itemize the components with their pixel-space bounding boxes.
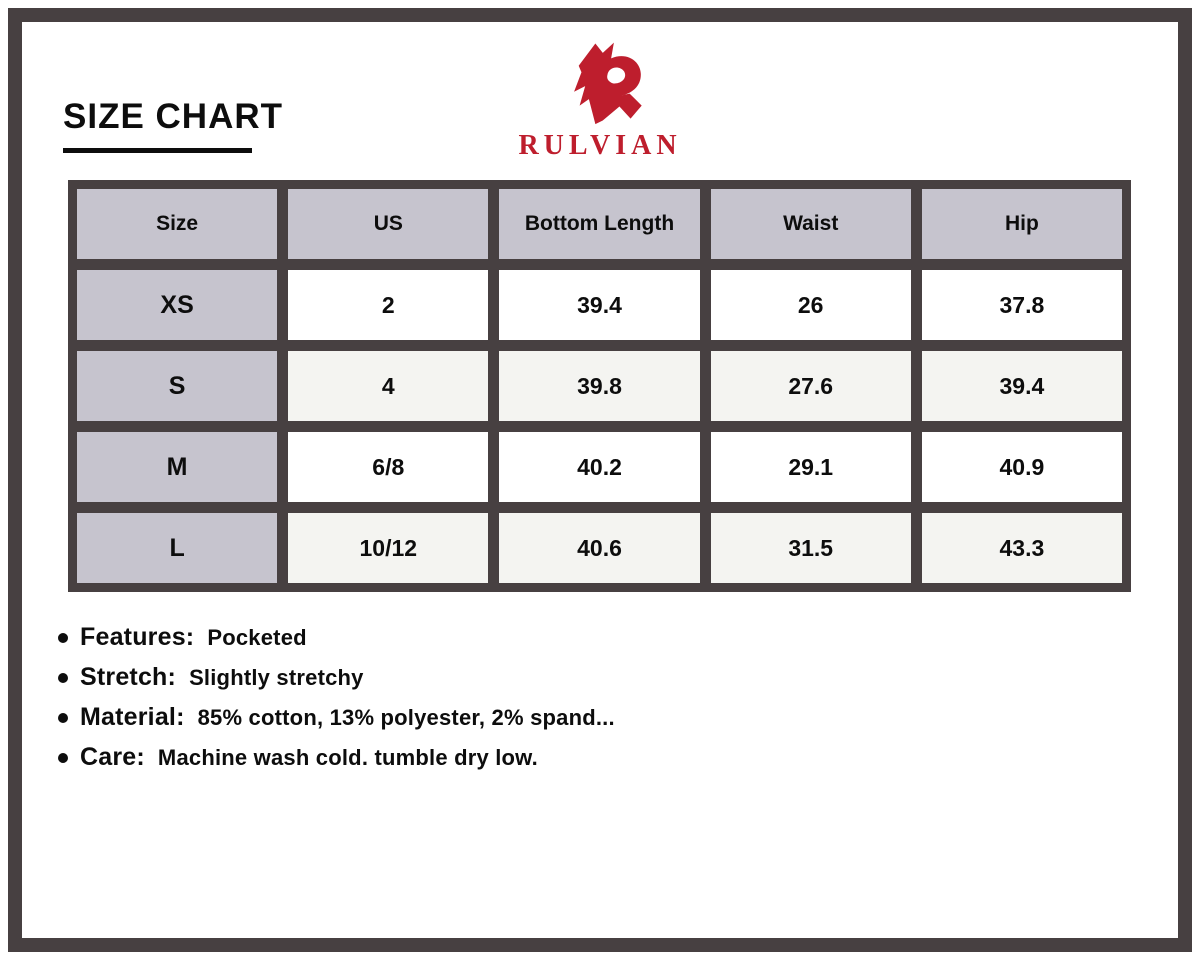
rulvian-logo-icon: [547, 38, 653, 126]
detail-value: Pocketed: [207, 624, 307, 650]
data-cell: 10/12: [288, 513, 488, 583]
data-cell: 43.3: [922, 513, 1122, 583]
data-cell: 40.2: [499, 432, 699, 502]
detail-value: Machine wash cold. tumble dry low.: [157, 744, 538, 770]
data-cell: 39.4: [922, 351, 1122, 421]
product-details-list: [58, 624, 615, 784]
size-cell: XS: [77, 270, 277, 340]
bullet-dot-icon: [58, 633, 68, 643]
brand-logo: [0, 38, 1200, 162]
header-cell-bottom-length: Bottom Length: [499, 189, 699, 259]
detail-value: 85% cotton, 13% polyester, 2% spand...: [197, 704, 615, 730]
brand-name: RULVIAN: [518, 130, 682, 161]
data-cell: 39.8: [499, 351, 699, 421]
size-chart-table: [68, 180, 1131, 592]
header-cell-waist: Waist: [711, 189, 911, 259]
detail-label: Care:: [80, 743, 145, 771]
data-cell: 27.6: [711, 351, 911, 421]
header-cell-size: Size: [77, 189, 277, 259]
header-cell-us: US: [288, 189, 488, 259]
data-cell: 26: [711, 270, 911, 340]
size-cell: L: [77, 513, 277, 583]
header-cell-hip: Hip: [922, 189, 1122, 259]
bullet-dot-icon: [58, 673, 68, 683]
detail-label: Material:: [80, 703, 185, 731]
detail-label: Features:: [80, 623, 195, 651]
list-item: [58, 744, 615, 771]
list-item: [58, 624, 615, 651]
size-cell: M: [77, 432, 277, 502]
page-title: SIZE CHART: [63, 97, 283, 136]
data-cell: 40.6: [499, 513, 699, 583]
data-cell: 6/8: [288, 432, 488, 502]
list-item: [58, 704, 615, 731]
data-cell: 4: [288, 351, 488, 421]
detail-value: Slightly stretchy: [189, 664, 364, 690]
list-item: [58, 664, 615, 691]
detail-label: Stretch:: [80, 663, 177, 691]
data-cell: 2: [288, 270, 488, 340]
data-cell: 31.5: [711, 513, 911, 583]
data-cell: 39.4: [499, 270, 699, 340]
size-cell: S: [77, 351, 277, 421]
bullet-dot-icon: [58, 713, 68, 723]
data-cell: 29.1: [711, 432, 911, 502]
data-cell: 37.8: [922, 270, 1122, 340]
bullet-dot-icon: [58, 753, 68, 763]
data-cell: 40.9: [922, 432, 1122, 502]
